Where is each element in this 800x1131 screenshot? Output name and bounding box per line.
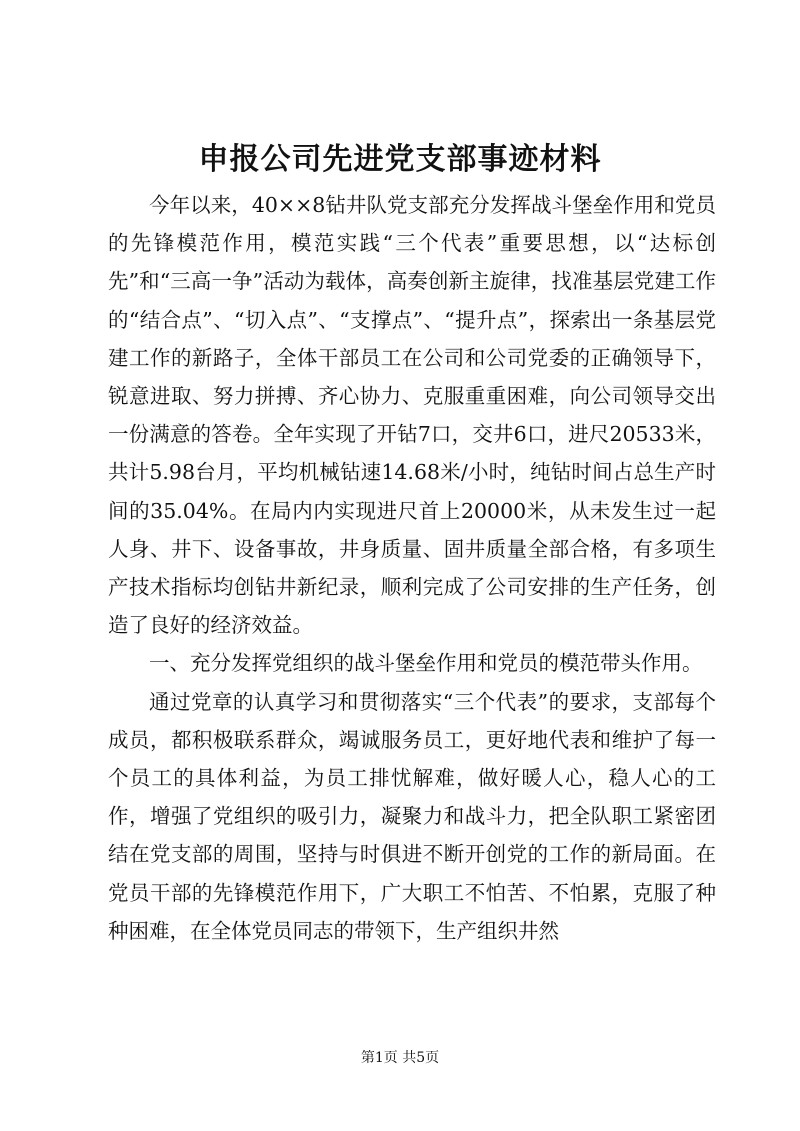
paragraph-section-heading: 一、充分发挥党组织的战斗堡垒作用和党员的模范带头作用。	[149, 651, 703, 676]
document-body	[108, 186, 716, 950]
paragraph-section-body: 通过党章的认真学习和贯彻落实“三个代表”的要求，支部每个成员，都积极联系群众，竭诚服务员工，更好地代表和维护了每一个员工的具体利益，为员工排忧解难，做好暖人心，稳人心的工作，增强了党组织的吸引力，凝聚力和战斗力，把全队职工紧密团结在党支部的周围，坚持与时俱进不断开创党的工作的新局面。在党员干部的先锋模范作用下，广大职工不怕苦、不怕累，克服了种种困难，在全体党员同志的带领下，生产组织井然	[108, 689, 716, 943]
paragraph-intro: 今年以来，40××8钻井队党支部充分发挥战斗堡垒作用和党员的先锋模范作用，模范实践“三个代表”重要思想，以“达标创先”和“三高一争”活动为载体，高奏创新主旋律，找准基层党建工作的“结合点”、“切入点”、“支撑点”、“提升点”，探索出一条基层党建工作的新路子，全体干部员工在公司和公司党委的正确领导下，锐意进取、努力拼搏、齐心协力、克服重重困难，向公司领导交出一份满意的答卷。全年实现了开钻7口，交井6口，进尺20533米，共计5.98台月，平均机械钻速14.68米/小时，纯钻时间占总生产时间的35.04%。在局内内实现进尺首上20000米，从未发生过一起人身、井下、设备事故，井身质量、固井质量全部合格，有多项生产技术指标均创钻井新纪录，顺利完成了公司安排的生产任务，创造了良好的经济效益。	[108, 193, 716, 638]
document-title: 申报公司先进党支部事迹材料	[198, 142, 602, 177]
page-number-footer: 第1页 共5页	[360, 1050, 440, 1066]
